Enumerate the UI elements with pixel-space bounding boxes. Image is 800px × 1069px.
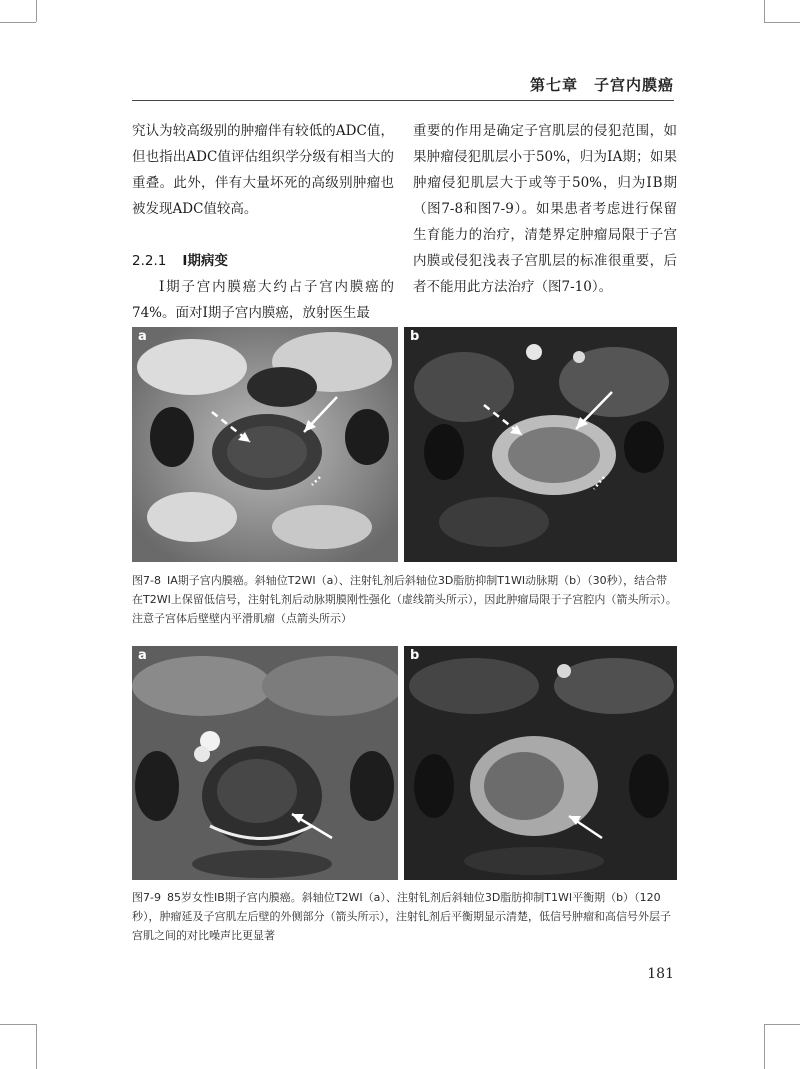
section-heading [132,248,394,274]
mri-image-t1wi-arterial [404,327,677,562]
crop-mark-bottom-left [36,1024,37,1069]
figure-7-8-panel-b [404,327,677,562]
figure-7-9-number: 图7-9 [132,891,161,904]
panel-label-a: a [138,648,147,663]
figure-7-8-caption [132,571,677,628]
left-text-column [132,118,394,326]
crop-mark-top-left-h [0,22,36,23]
mri-image-t1wi-equilibrium [404,646,677,880]
crop-mark-top-left [36,0,37,22]
panel-label-b: b [410,648,420,663]
mri-image-t2wi [132,646,398,880]
figure-7-9-caption-text: 85岁女性ⅠB期子宫内膜癌。斜轴位T2WI（a）、注射钆剂后斜轴位3D脂肪抑制T1WI平衡期（b）（120秒），肿瘤延及子宫肌左后壁的外侧部分（箭头所示），注射钆剂后平衡期显示清楚，低信号肿瘤和高信号外层子宫肌之间的对比噪声比更显著 [132,891,671,942]
figure-7-9-panel-a [132,646,398,880]
panel-label-a: a [138,329,147,344]
left-paragraph-1: 究认为较高级别的肿瘤伴有较低的ADC值，但也指出ADC值评估组织学分级有相当大的重叠。此外，伴有大量坏死的高级别肿瘤也被发现ADC值较高。 [132,123,394,217]
left-paragraph-2: Ⅰ期子宫内膜癌大约占子宫内膜癌的74%。面对Ⅰ期子宫内膜癌，放射医生最 [132,279,394,321]
page-number: 181 [647,966,674,982]
crop-mark-top-right-h [764,22,800,23]
figure-7-8-number: 图7-8 [132,574,161,587]
section-title: Ⅰ期病变 [182,253,228,269]
right-paragraph: 重要的作用是确定子宫肌层的侵犯范围，如果肿瘤侵犯肌层小于50%，归为ⅠA期；如果肿瘤侵犯肌层大于或等于50%，归为ⅠB期（图7-8和图7-9）。如果患者考虑进行保留生育能力的治疗，清楚界定肿瘤局限于子宫内膜或侵犯浅表子宫肌层的标准很重要，后者不能用此方法治疗（图7-10）。 [413,123,677,295]
figure-7-8-caption-text: ⅠA期子宫内膜癌。斜轴位T2WI（a）、注射钆剂后斜轴位3D脂肪抑制T1WI动脉期（b）（30秒），结合带在T2WI上保留低信号，注射钆剂后动脉期膜刚性强化（虚线箭头所示），因此肿瘤局限于子宫腔内（箭头所示）。注意子宫体后壁壁内平滑肌瘤（点箭头所示） [132,574,677,625]
figure-7-9-caption [132,888,677,945]
figure-7-9-panel-b [404,646,677,880]
mri-image-t2wi [132,327,398,562]
crop-mark-bottom-right [764,1024,765,1069]
crop-mark-bottom-right-h [764,1024,800,1025]
chapter-header: 第七章 子宫内膜癌 [529,76,674,94]
section-number: 2.2.1 [132,253,167,269]
figure-7-8-panel-a [132,327,398,562]
header-rule [132,100,674,101]
panel-label-b: b [410,329,420,344]
crop-mark-top-right [764,0,765,22]
right-text-column [413,118,677,300]
crop-mark-bottom-left-h [0,1024,36,1025]
